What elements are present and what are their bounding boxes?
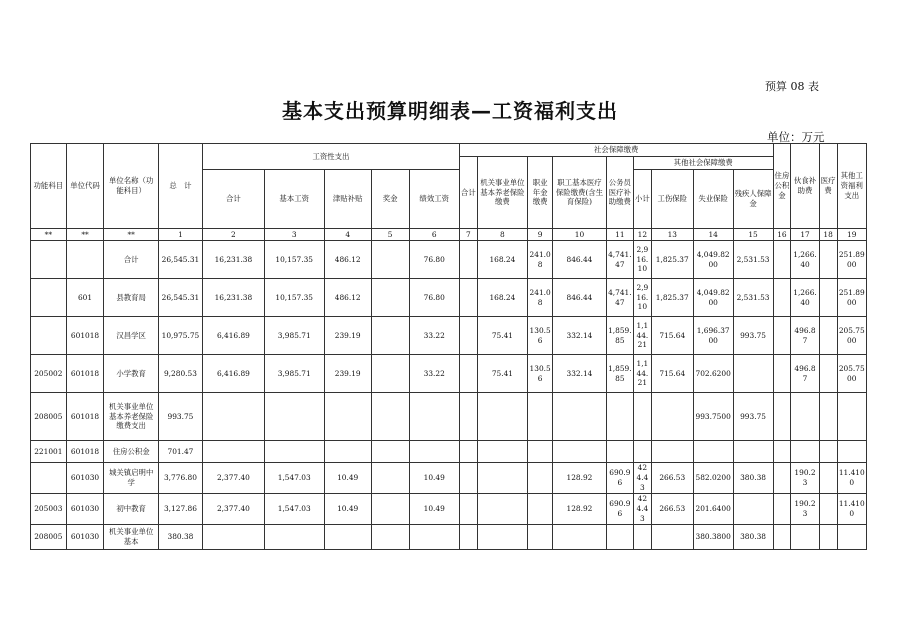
table-cell [371,463,409,494]
table-cell [837,524,867,549]
table-cell: 601 [66,279,104,317]
header-row-1 [31,144,867,157]
table-cell: 702.6200 [693,355,733,393]
table-cell [324,393,371,441]
table-cell [791,441,819,463]
table-cell: 205002 [31,355,67,393]
table-cell [651,393,693,441]
table-cell [773,524,791,549]
table-cell [202,441,264,463]
table-cell [371,393,409,441]
table-cell: 3,985.71 [264,317,324,355]
table-cell: 690.96 [606,493,633,524]
col-sub-total: 小计 [633,170,651,229]
table-cell: 239.19 [324,317,371,355]
table-cell [553,441,606,463]
table-cell [528,524,553,549]
table-cell: 住房公积金 [104,441,159,463]
table-cell [791,524,819,549]
table-cell: 1,547.03 [264,463,324,494]
table-cell: 4,741.47 [606,241,633,279]
col-other-soc-group: 其他社会保障缴费 [633,157,773,170]
table-cell [324,441,371,463]
table-cell: 701.47 [158,441,202,463]
table-cell [819,524,837,549]
table-cell: 208005 [31,393,67,441]
index-cell: 1 [158,229,202,241]
table-cell: 9,280.53 [158,355,202,393]
table-cell: 33.22 [409,317,459,355]
table-cell [459,441,477,463]
col-injury: 工伤保险 [651,170,693,229]
table-cell: 496.87 [791,317,819,355]
table-cell: 332.14 [553,317,606,355]
table-cell: 2,531.53 [733,241,773,279]
table-cell [371,317,409,355]
index-cell: ** [104,229,159,241]
table-cell: 168.24 [477,279,527,317]
table-cell [324,524,371,549]
index-cell: 17 [791,229,819,241]
table-cell: 993.7500 [693,393,733,441]
table-cell [409,441,459,463]
table-cell [371,241,409,279]
col-total: 总 计 [158,144,202,229]
form-number: 预算 08 表 [765,80,819,93]
index-cell: 8 [477,229,527,241]
table-cell [528,493,553,524]
table-cell: 75.41 [477,317,527,355]
table-cell: 205.7500 [837,317,867,355]
table-cell [202,524,264,549]
table-cell: 10.49 [324,493,371,524]
table-cell: 机关事业单位基本 [104,524,159,549]
table-cell: 26,545.31 [158,241,202,279]
table-cell: 10.49 [409,463,459,494]
col-other: 其他工资福利支出 [837,144,867,229]
table-cell: 机关事业单位基本养老保险缴费支出 [104,393,159,441]
table-cell: 266.53 [651,463,693,494]
table-cell: 11.4100 [837,493,867,524]
table-cell [371,524,409,549]
table-cell [31,463,67,494]
table-cell [477,493,527,524]
table-cell: 10,975.75 [158,317,202,355]
table-cell: 1,144.21 [633,355,651,393]
table-cell: 1,144.21 [633,317,651,355]
page-title: 基本支出预算明细表—工资福利支出 [282,99,618,123]
table-row [31,279,867,317]
table-cell [733,441,773,463]
table-cell [459,241,477,279]
table-cell [693,441,733,463]
table-cell [819,317,837,355]
col-basic-wage: 基本工资 [264,170,324,229]
table-cell: 208005 [31,524,67,549]
table-cell [651,441,693,463]
table-cell [459,463,477,494]
table-cell [477,393,527,441]
table-cell [459,493,477,524]
table-cell [409,393,459,441]
table-cell: 10,157.35 [264,241,324,279]
table-cell [264,524,324,549]
table-cell: 601030 [66,493,104,524]
table-cell [31,279,67,317]
index-cell: ** [66,229,104,241]
unit-label: 单位：万元 [767,130,825,144]
table-cell: 201.6400 [693,493,733,524]
table-cell: 486.12 [324,241,371,279]
table-cell: 合计 [104,241,159,279]
table-cell: 424.43 [633,463,651,494]
table-cell: 715.64 [651,317,693,355]
table-cell: 11.4100 [837,463,867,494]
table-cell [459,393,477,441]
table-cell: 424.43 [633,493,651,524]
table-cell: 6,416.89 [202,355,264,393]
table-cell [733,355,773,393]
table-cell [371,355,409,393]
table-cell: 239.19 [324,355,371,393]
col-disabled: 残疾人保障金 [733,170,773,229]
table-cell [264,393,324,441]
table-cell [773,279,791,317]
table-cell: 993.75 [733,393,773,441]
index-cell: 4 [324,229,371,241]
table-cell: 380.38 [158,524,202,549]
table-cell: 380.38 [733,463,773,494]
table-cell: 601018 [66,317,104,355]
table-cell [773,463,791,494]
table-cell: 初中教育 [104,493,159,524]
table-cell: 76.80 [409,279,459,317]
col-unemploy: 失业保险 [693,170,733,229]
table-cell [819,393,837,441]
table-cell [477,441,527,463]
col-bonus: 奖金 [371,170,409,229]
index-cell: 11 [606,229,633,241]
index-cell: 10 [553,229,606,241]
index-cell: ** [31,229,67,241]
table-cell: 4,049.8200 [693,279,733,317]
table-cell: 715.64 [651,355,693,393]
table-cell [791,393,819,441]
table-cell: 582.0200 [693,463,733,494]
col-civil-med: 公务员医疗补助缴费 [606,157,633,229]
table-cell: 486.12 [324,279,371,317]
table-body [31,241,867,550]
table-cell [773,393,791,441]
table-cell: 2,916.10 [633,279,651,317]
table-cell [819,441,837,463]
table-cell [773,493,791,524]
table-cell: 1,696.3700 [693,317,733,355]
budget-table [30,143,867,550]
table-cell: 266.53 [651,493,693,524]
table-cell: 241.08 [528,279,553,317]
index-cell: 3 [264,229,324,241]
table-row [31,493,867,524]
table-cell [819,279,837,317]
table-cell: 993.75 [733,317,773,355]
col-social-group: 社会保障缴费 [459,144,773,157]
table-cell: 3,127.86 [158,493,202,524]
table-cell: 1,825.37 [651,279,693,317]
index-cell: 6 [409,229,459,241]
table-cell: 2,531.53 [733,279,773,317]
table-cell: 75.41 [477,355,527,393]
table-row [31,241,867,279]
table-row [31,393,867,441]
index-cell: 15 [733,229,773,241]
col-pension: 机关事业单位基本养老保险缴费 [477,157,527,229]
table-cell: 县教育局 [104,279,159,317]
table-cell: 1,547.03 [264,493,324,524]
table-cell [528,393,553,441]
table-cell [459,317,477,355]
table-cell: 380.3800 [693,524,733,549]
table-cell [459,279,477,317]
table-row [31,355,867,393]
col-medical: 医疗费 [819,144,837,229]
index-cell: 7 [459,229,477,241]
index-cell: 14 [693,229,733,241]
table-cell: 251.8900 [837,279,867,317]
table-row [31,441,867,463]
table-cell: 190.23 [791,463,819,494]
col-annuity: 职业年金缴费 [528,157,553,229]
col-func: 功能科目 [31,144,67,229]
table-cell [459,355,477,393]
table-cell: 33.22 [409,355,459,393]
index-cell: 19 [837,229,867,241]
table-cell: 6,416.89 [202,317,264,355]
table-row [31,524,867,549]
table-cell: 380.38 [733,524,773,549]
table-cell: 1,859.85 [606,317,633,355]
table-cell: 3,985.71 [264,355,324,393]
table-cell: 2,916.10 [633,241,651,279]
table-cell: 168.24 [477,241,527,279]
table-cell: 2,377.40 [202,493,264,524]
table-cell [371,441,409,463]
col-merit: 绩效工资 [409,170,459,229]
table-cell: 690.96 [606,463,633,494]
table-cell: 251.8900 [837,241,867,279]
col-soc-total: 合计 [459,157,477,229]
table-cell: 601018 [66,355,104,393]
col-med-ins: 职工基本医疗保险缴费(含生育保险) [553,157,606,229]
table-cell: 190.23 [791,493,819,524]
table-cell: 496.87 [791,355,819,393]
table-cell [477,463,527,494]
table-cell [773,441,791,463]
table-cell [773,317,791,355]
table-cell: 1,859.85 [606,355,633,393]
table-cell: 1,825.37 [651,241,693,279]
table-cell [528,441,553,463]
table-cell: 846.44 [553,241,606,279]
table-cell [837,441,867,463]
col-food: 伙食补助费 [791,144,819,229]
index-row [31,229,867,241]
table-cell [66,241,104,279]
table-cell [773,355,791,393]
table-cell: 601030 [66,524,104,549]
table-cell: 601030 [66,463,104,494]
table-cell [837,393,867,441]
col-wage-total: 合计 [202,170,264,229]
table-cell: 2,377.40 [202,463,264,494]
col-unit-code: 单位代码 [66,144,104,229]
table-cell [819,463,837,494]
table-cell: 16,231.38 [202,241,264,279]
table-cell: 601018 [66,441,104,463]
table-cell: 205.7500 [837,355,867,393]
table-cell: 1,266.40 [791,241,819,279]
table-cell: 128.92 [553,493,606,524]
table-cell [553,393,606,441]
table-cell: 205003 [31,493,67,524]
table-cell [409,524,459,549]
table-cell: 26,545.31 [158,279,202,317]
table-cell [606,441,633,463]
table-cell [371,493,409,524]
table-cell [31,241,67,279]
col-unit-name: 单位名称（功能科目） [104,144,159,229]
table-cell [651,524,693,549]
index-cell: 18 [819,229,837,241]
table-cell [264,441,324,463]
table-cell [633,393,651,441]
index-cell: 9 [528,229,553,241]
index-cell: 5 [371,229,409,241]
table-cell [606,524,633,549]
table-row [31,317,867,355]
table-cell: 601018 [66,393,104,441]
table-cell [633,524,651,549]
table-cell [733,493,773,524]
table-cell: 10.49 [324,463,371,494]
table-cell [606,393,633,441]
table-cell: 16,231.38 [202,279,264,317]
table-cell [31,317,67,355]
table-cell: 4,049.8200 [693,241,733,279]
table-cell: 3,776.80 [158,463,202,494]
index-cell: 13 [651,229,693,241]
table-cell: 846.44 [553,279,606,317]
table-row [31,463,867,494]
table-cell: 130.56 [528,355,553,393]
table-cell: 76.80 [409,241,459,279]
table-cell [633,441,651,463]
table-cell: 汉昌学区 [104,317,159,355]
table-cell [477,524,527,549]
table-cell: 小学教育 [104,355,159,393]
table-cell [528,463,553,494]
table-cell [819,355,837,393]
table-cell: 332.14 [553,355,606,393]
col-wage-group: 工资性支出 [202,144,459,170]
col-housing: 住房公积金 [773,144,791,229]
col-allowance: 津贴补贴 [324,170,371,229]
table-cell: 241.08 [528,241,553,279]
table-cell: 10.49 [409,493,459,524]
table-cell: 130.56 [528,317,553,355]
table-cell [819,241,837,279]
table-cell: 993.75 [158,393,202,441]
table-cell [459,524,477,549]
table-cell [819,493,837,524]
table-cell: 城关镇启明中学 [104,463,159,494]
table-cell [773,241,791,279]
table-cell: 221001 [31,441,67,463]
table-cell: 1,266.40 [791,279,819,317]
table-cell: 4,741.47 [606,279,633,317]
table-cell: 128.92 [553,463,606,494]
table-cell [371,279,409,317]
index-cell: 12 [633,229,651,241]
table-cell [202,393,264,441]
table-cell [553,524,606,549]
table-cell: 10,157.35 [264,279,324,317]
index-cell: 2 [202,229,264,241]
index-cell: 16 [773,229,791,241]
